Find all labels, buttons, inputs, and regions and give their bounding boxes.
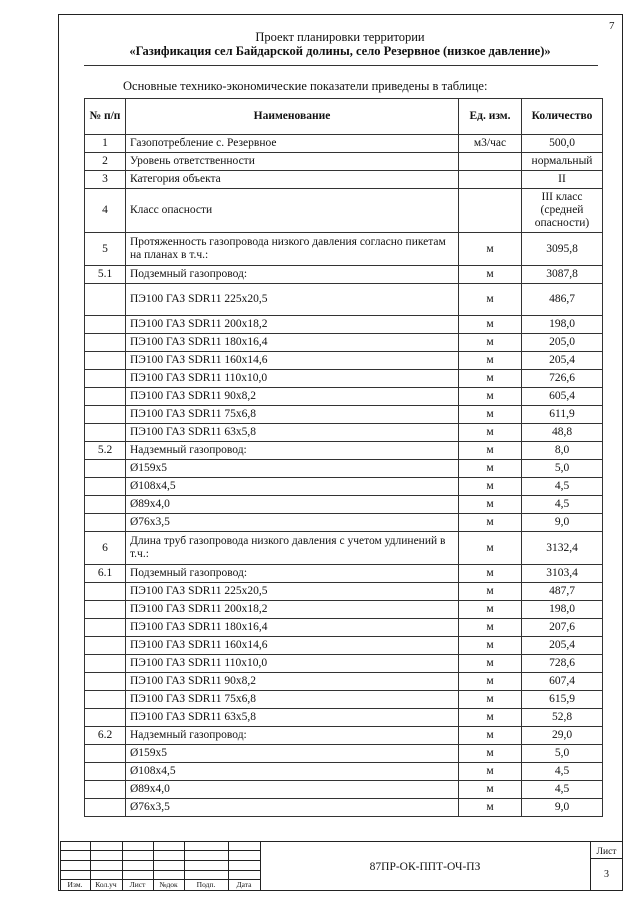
row-unit: [459, 171, 522, 189]
row-number: [85, 478, 126, 496]
row-quantity: 607,4: [522, 673, 603, 691]
row-unit: м: [459, 601, 522, 619]
sheet-label: Лист: [596, 847, 617, 857]
row-name: ПЭ100 ГАЗ SDR11 63х5,8: [126, 424, 459, 442]
row-quantity: 3132,4: [522, 532, 603, 565]
row-unit: м3/час: [459, 135, 522, 153]
row-unit: м: [459, 442, 522, 460]
row-unit: м: [459, 763, 522, 781]
stamp-label-list: Лист: [129, 880, 146, 889]
row-unit: м: [459, 514, 522, 532]
corner-page-number: 7: [609, 20, 615, 32]
row-name: Протяженность газопровода низкого давления согласно пикетам на планах в т.ч.:: [126, 233, 459, 266]
table-row: [85, 727, 603, 745]
table-row: [85, 514, 603, 532]
table-row: [85, 233, 603, 266]
row-quantity: 726,6: [522, 370, 603, 388]
row-number: 6: [85, 532, 126, 565]
table-row: [85, 135, 603, 153]
row-number: [85, 496, 126, 514]
row-number: 1: [85, 135, 126, 153]
row-quantity: 48,8: [522, 424, 603, 442]
row-name: ПЭ100 ГАЗ SDR11 160х14,6: [126, 637, 459, 655]
row-unit: м: [459, 637, 522, 655]
row-number: [85, 619, 126, 637]
row-unit: м: [459, 565, 522, 583]
row-number: [85, 460, 126, 478]
row-name: Ø159х5: [126, 460, 459, 478]
row-name: ПЭ100 ГАЗ SDR11 63х5,8: [126, 709, 459, 727]
row-number: 4: [85, 189, 126, 233]
table-row: [85, 316, 603, 334]
row-number: [85, 334, 126, 352]
row-number: [85, 799, 126, 817]
row-quantity: 52,8: [522, 709, 603, 727]
table-row: [85, 619, 603, 637]
row-quantity: 4,5: [522, 763, 603, 781]
row-number: 6.2: [85, 727, 126, 745]
row-unit: м: [459, 496, 522, 514]
row-quantity: 3103,4: [522, 565, 603, 583]
row-unit: м: [459, 388, 522, 406]
table-row: [85, 781, 603, 799]
row-unit: м: [459, 352, 522, 370]
row-number: [85, 655, 126, 673]
row-quantity: III класс (средней опасности): [522, 189, 603, 233]
row-quantity: 500,0: [522, 135, 603, 153]
row-unit: м: [459, 619, 522, 637]
row-unit: м: [459, 334, 522, 352]
row-name: Ø76х3,5: [126, 514, 459, 532]
row-quantity: II: [522, 171, 603, 189]
row-number: 5.2: [85, 442, 126, 460]
row-number: 5: [85, 233, 126, 266]
stamp-line: [590, 858, 623, 859]
table-row: [85, 565, 603, 583]
table-row: [85, 601, 603, 619]
row-unit: м: [459, 727, 522, 745]
row-name: ПЭ100 ГАЗ SDR11 180х16,4: [126, 619, 459, 637]
table-row: [85, 673, 603, 691]
row-quantity: 4,5: [522, 496, 603, 514]
row-unit: м: [459, 781, 522, 799]
row-number: [85, 406, 126, 424]
row-name: Подземный газопровод:: [126, 266, 459, 284]
row-quantity: 5,0: [522, 460, 603, 478]
row-name: ПЭ100 ГАЗ SDR11 110х10,0: [126, 370, 459, 388]
stamp-top-line: [60, 841, 623, 842]
row-number: [85, 637, 126, 655]
table-row: [85, 284, 603, 316]
row-number: [85, 514, 126, 532]
table-row: [85, 334, 603, 352]
row-quantity: 205,4: [522, 637, 603, 655]
row-unit: м: [459, 583, 522, 601]
row-name: ПЭ100 ГАЗ SDR11 75х6,8: [126, 406, 459, 424]
table-row: [85, 171, 603, 189]
row-quantity: 605,4: [522, 388, 603, 406]
row-quantity: 4,5: [522, 781, 603, 799]
row-unit: [459, 189, 522, 233]
row-number: [85, 745, 126, 763]
row-number: [85, 781, 126, 799]
table-row: [85, 478, 603, 496]
project-title: Проект планировки территории: [255, 30, 425, 44]
row-name: Уровень ответственности: [126, 153, 459, 171]
row-unit: м: [459, 370, 522, 388]
table-row: [85, 153, 603, 171]
document-code: 87ПР-ОК-ППТ-ОЧ-ПЗ: [369, 861, 481, 873]
row-unit: [459, 153, 522, 171]
table-row: [85, 460, 603, 478]
table-row: [85, 709, 603, 727]
row-name: Ø89х4,0: [126, 496, 459, 514]
row-name: Подземный газопровод:: [126, 565, 459, 583]
header-qty: Количество: [522, 99, 603, 135]
row-name: Газопотребление с. Резервное: [126, 135, 459, 153]
table-row: [85, 583, 603, 601]
row-number: [85, 601, 126, 619]
row-number: [85, 370, 126, 388]
table-row: [85, 442, 603, 460]
row-unit: м: [459, 655, 522, 673]
table-row: [85, 637, 603, 655]
table-row: [85, 406, 603, 424]
intro-text: Основные технико-экономические показатели приведены в таблице:: [123, 79, 488, 93]
row-number: [85, 583, 126, 601]
table-row: [85, 370, 603, 388]
title-block: [60, 841, 623, 891]
row-quantity: 29,0: [522, 727, 603, 745]
row-number: [85, 284, 126, 316]
row-name: ПЭ100 ГАЗ SDR11 160х14,6: [126, 352, 459, 370]
row-number: [85, 388, 126, 406]
row-quantity: 8,0: [522, 442, 603, 460]
row-number: 6.1: [85, 565, 126, 583]
header-num: № п/п: [85, 99, 126, 135]
row-quantity: 198,0: [522, 601, 603, 619]
table-row: [85, 496, 603, 514]
stamp-label-izm: Изм.: [67, 880, 83, 889]
row-number: [85, 424, 126, 442]
row-number: 2: [85, 153, 126, 171]
row-quantity: нормальный: [522, 153, 603, 171]
row-number: [85, 316, 126, 334]
row-unit: м: [459, 424, 522, 442]
project-name: «Газификация сел Байдарской долины, село Резервное (низкое давление)»: [129, 44, 551, 58]
row-quantity: 9,0: [522, 799, 603, 817]
row-quantity: 198,0: [522, 316, 603, 334]
row-unit: м: [459, 532, 522, 565]
row-quantity: 487,7: [522, 583, 603, 601]
row-name: Ø108х4,5: [126, 763, 459, 781]
row-name: Длина труб газопровода низкого давления с учетом удлинений в т.ч.:: [126, 532, 459, 565]
table-row: [85, 266, 603, 284]
row-number: [85, 673, 126, 691]
row-name: ПЭ100 ГАЗ SDR11 225х20,5: [126, 583, 459, 601]
table-row: [85, 745, 603, 763]
table-row: [85, 424, 603, 442]
row-quantity: 205,4: [522, 352, 603, 370]
row-quantity: 3087,8: [522, 266, 603, 284]
row-name: Надземный газопровод:: [126, 727, 459, 745]
row-number: [85, 763, 126, 781]
row-quantity: 4,5: [522, 478, 603, 496]
row-name: ПЭ100 ГАЗ SDR11 225х20,5: [126, 284, 459, 316]
table-row: [85, 388, 603, 406]
table-row: [85, 352, 603, 370]
header-divider: [84, 65, 598, 66]
stamp-label-koluch: Кол.уч: [95, 880, 117, 889]
header-name: Наименование: [126, 99, 459, 135]
row-name: Ø89х4,0: [126, 781, 459, 799]
row-name: ПЭ100 ГАЗ SDR11 200х18,2: [126, 316, 459, 334]
row-quantity: 615,9: [522, 691, 603, 709]
row-unit: м: [459, 284, 522, 316]
stamp-label-data: Дата: [236, 880, 252, 889]
table-row: [85, 763, 603, 781]
row-number: [85, 352, 126, 370]
row-name: ПЭ100 ГАЗ SDR11 75х6,8: [126, 691, 459, 709]
row-number: 3: [85, 171, 126, 189]
row-unit: м: [459, 233, 522, 266]
row-unit: м: [459, 316, 522, 334]
row-name: ПЭ100 ГАЗ SDR11 200х18,2: [126, 601, 459, 619]
row-name: Класс опасности: [126, 189, 459, 233]
row-name: Ø108х4,5: [126, 478, 459, 496]
row-unit: м: [459, 799, 522, 817]
row-name: Надземный газопровод:: [126, 442, 459, 460]
row-name: ПЭ100 ГАЗ SDR11 180х16,4: [126, 334, 459, 352]
row-name: Ø76х3,5: [126, 799, 459, 817]
header-unit: Ед. изм.: [459, 99, 522, 135]
table-row: [85, 655, 603, 673]
indicators-table: [84, 98, 603, 817]
table-row: [85, 532, 603, 565]
row-unit: м: [459, 478, 522, 496]
row-number: [85, 709, 126, 727]
row-quantity: 207,6: [522, 619, 603, 637]
row-name: ПЭ100 ГАЗ SDR11 90х8,2: [126, 673, 459, 691]
row-name: Ø159х5: [126, 745, 459, 763]
row-quantity: 611,9: [522, 406, 603, 424]
row-unit: м: [459, 709, 522, 727]
row-name: ПЭ100 ГАЗ SDR11 90х8,2: [126, 388, 459, 406]
row-quantity: 728,6: [522, 655, 603, 673]
row-unit: м: [459, 266, 522, 284]
table-row: [85, 189, 603, 233]
row-number: [85, 691, 126, 709]
row-quantity: 9,0: [522, 514, 603, 532]
row-name: ПЭ100 ГАЗ SDR11 110х10,0: [126, 655, 459, 673]
row-quantity: 486,7: [522, 284, 603, 316]
table-row: [85, 799, 603, 817]
row-unit: м: [459, 460, 522, 478]
row-unit: м: [459, 745, 522, 763]
table-row: [85, 691, 603, 709]
row-number: 5.1: [85, 266, 126, 284]
row-unit: м: [459, 691, 522, 709]
stamp-label-podp: Подп.: [196, 880, 216, 889]
row-quantity: 5,0: [522, 745, 603, 763]
row-unit: м: [459, 673, 522, 691]
sheet-number: 3: [604, 869, 609, 880]
row-quantity: 205,0: [522, 334, 603, 352]
row-name: Категория объекта: [126, 171, 459, 189]
row-unit: м: [459, 406, 522, 424]
row-quantity: 3095,8: [522, 233, 603, 266]
stamp-label-ndok: №док: [159, 880, 178, 889]
